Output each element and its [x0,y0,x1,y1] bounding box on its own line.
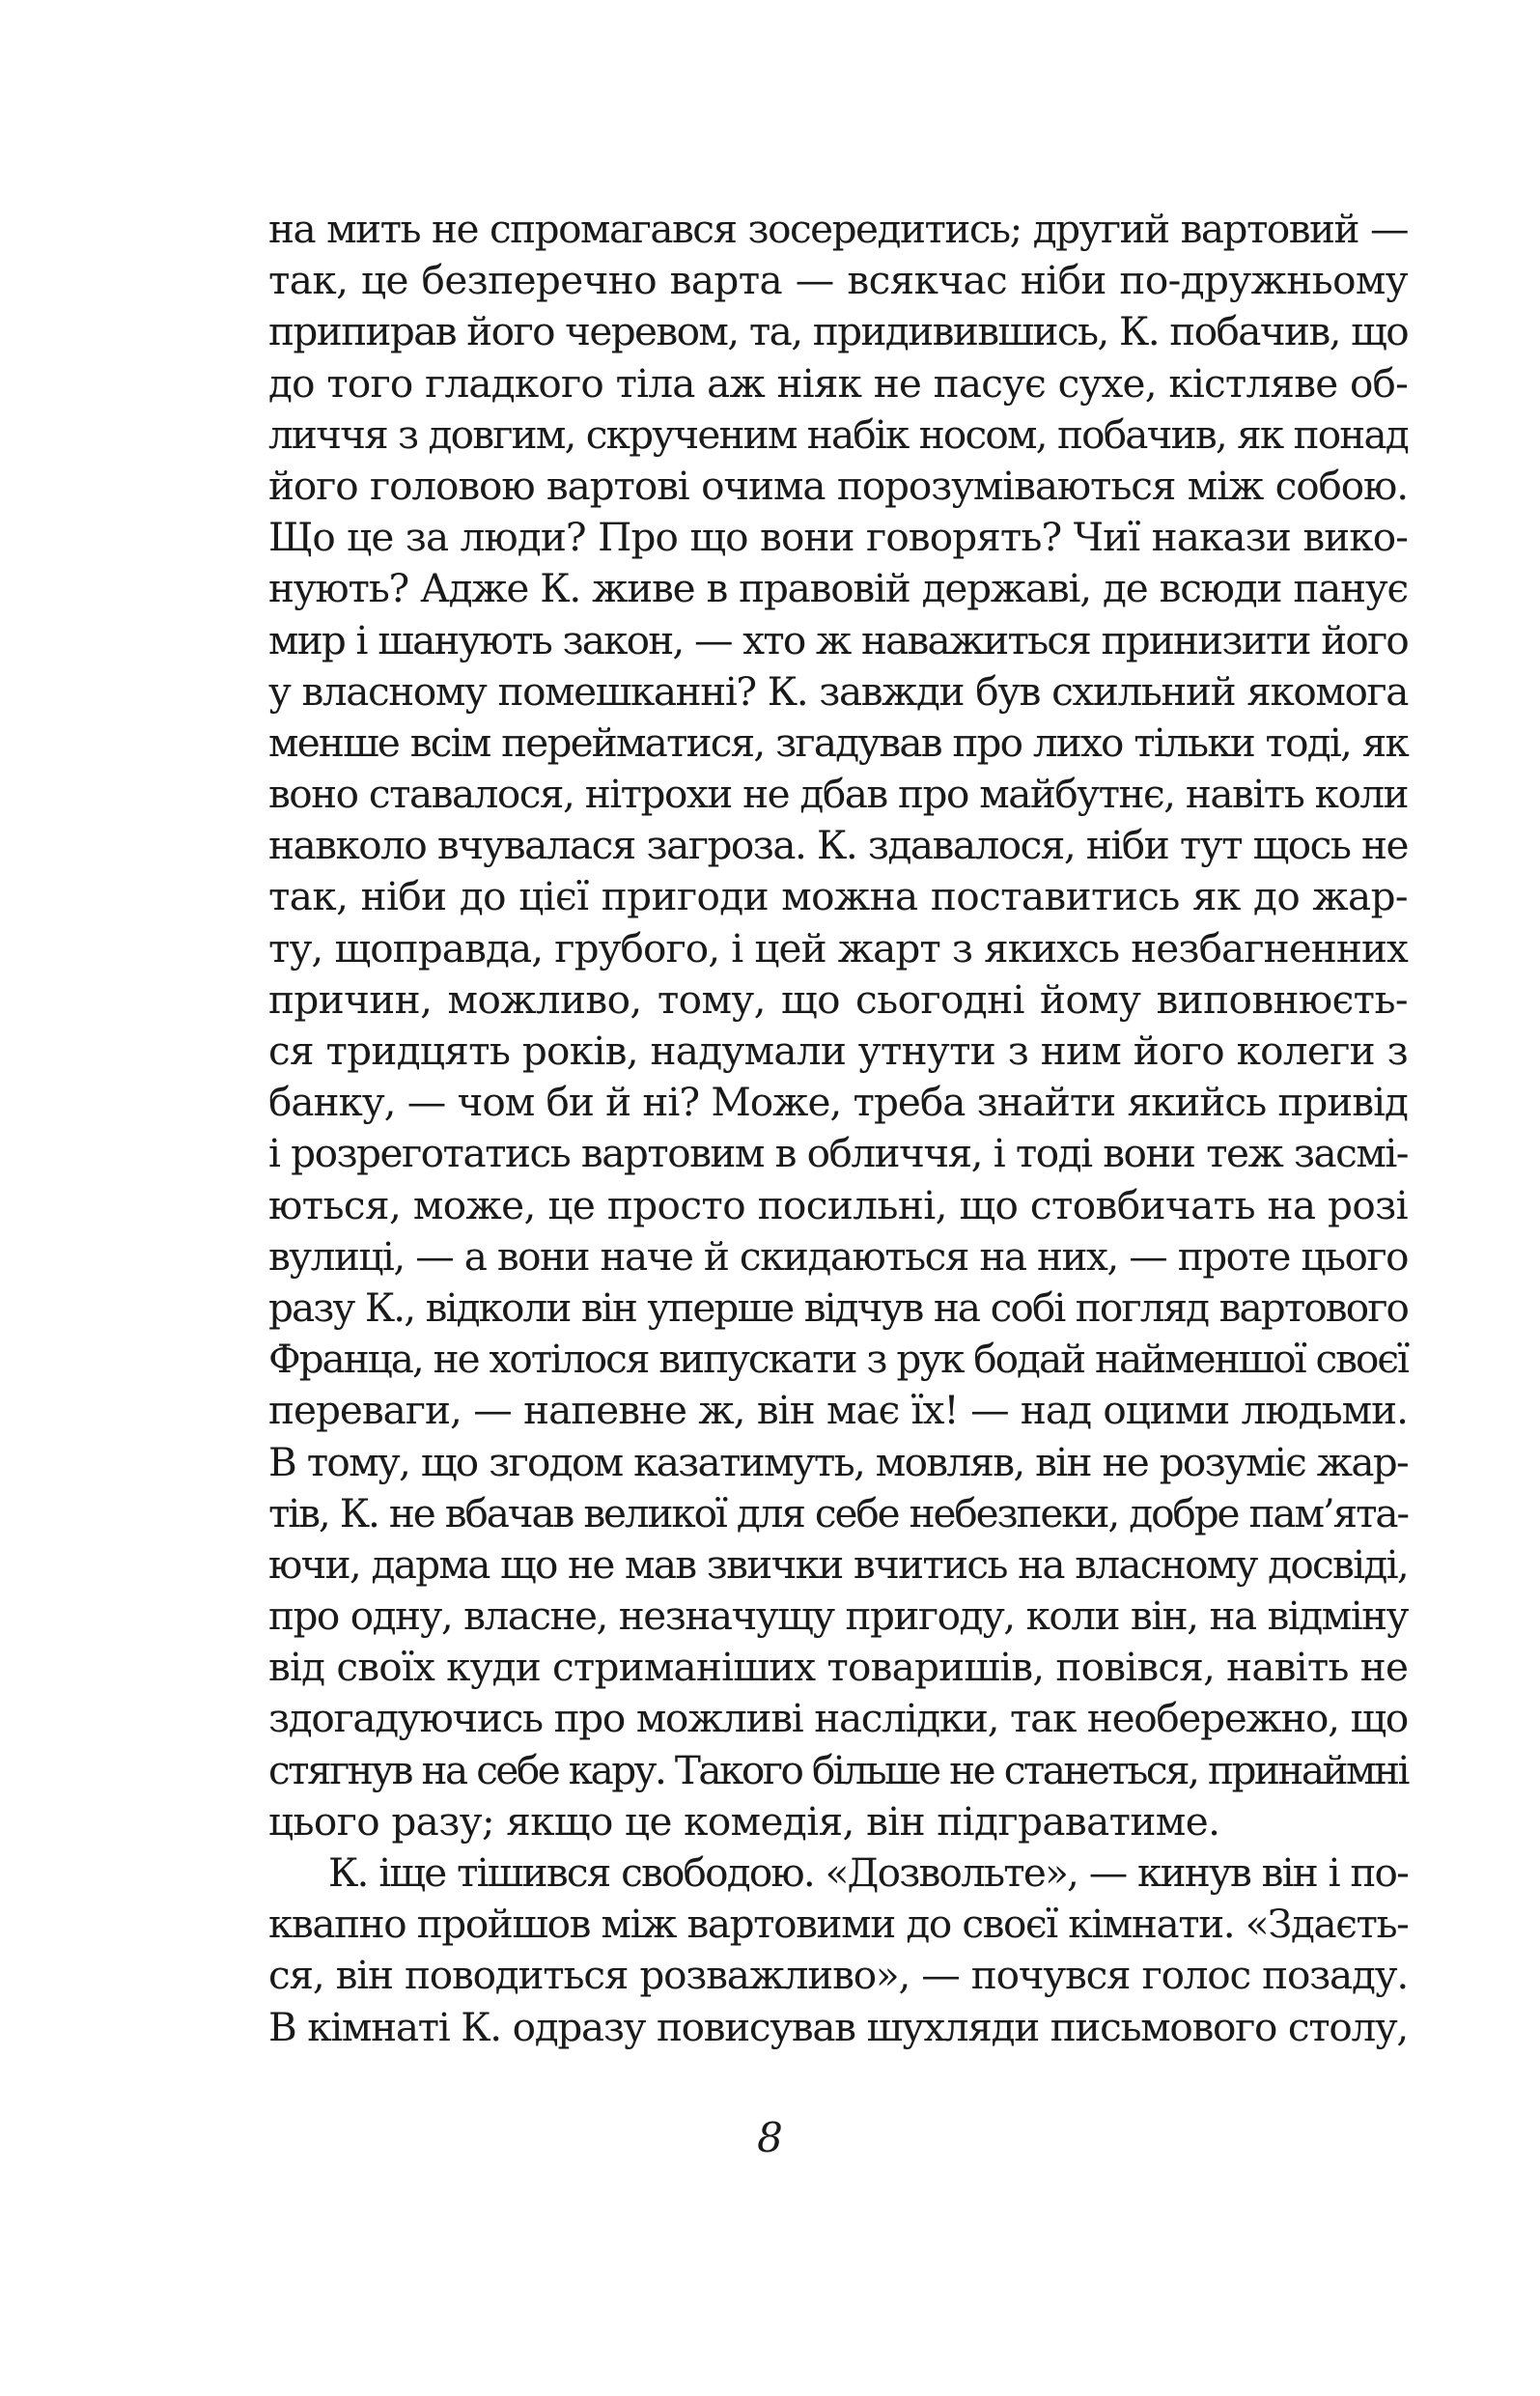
text-line: причин, можливо, тому, що сьогодні йому виповнюєть- [268,975,1408,1023]
text-line: ту, щоправда, грубого, і цей жарт з якихсь незбагненних [268,924,1408,972]
text-line: стягнув на себе кару. Такого більше не станеться, принаймні [268,1746,1408,1793]
text-line: тів, К. не вбачав великої для себе небезпеки, добре пам’ята- [268,1489,1408,1536]
text-line: і розреготатись вартовим в обличчя, і тоді вони теж засмі- [268,1130,1408,1177]
text-line: мир і шанують закон, — хто ж наважиться принизити його [268,616,1408,663]
text-line: ся тридцять років, надумали утнути з ним його колеги з [268,1028,1408,1074]
text-line: його головою вартові очима порозуміваються між собою. [268,462,1408,509]
text-line: так, це безперечно варта — всякчас ніби по-дружньому [268,257,1408,304]
text-line: менше всім перейматися, згадував про лихо тільки тоді, як [268,719,1408,766]
text-line: від своїх куди стриманіших товаришів, повівся, навіть не [268,1644,1409,1691]
text-line: у власному помешканні? К. завжди був схильний якомога [268,667,1408,715]
text-line: переваги, — напевне ж, він має їх! — над оцими людьми. [268,1387,1408,1434]
text-line: нують? Адже К. живе в правовій державі, де всюди панує [268,565,1408,612]
text-line: разу К., відколи він уперше відчув на собі погляд вартового [268,1283,1408,1331]
paragraph-2 [268,1847,1408,2053]
body-text [268,204,1408,2053]
text-line: Що це за люди? Про що вони говорять? Чиї накази вико- [268,514,1408,561]
text-line: так, ніби до цієї пригоди можна поставитись як до жар- [268,873,1408,920]
text-line: личчя з довгим, скрученим набік носом, побачив, як понад [268,410,1408,458]
text-line: про одну, власне, незначущу пригоду, коли він, на відміну [268,1593,1408,1640]
text-line: здогадуючись про можливі наслідки, так необережно, що [268,1695,1408,1742]
text-line: цього разу; якщо це комедія, він підграватиме. [268,1797,1220,1845]
text-line: ся, він поводиться розважливо», — почувся голос позаду. [268,1952,1408,1999]
paragraph-1 [268,204,1408,1847]
text-line: К. іще тішився свободою. «Дозвольте», — кинув він і по- [328,1849,1408,1896]
text-line: припирав його черевом, та, придивившись, К. побачив, що [268,308,1408,355]
text-line: воно ставалося, нітрохи не дбав про майбутнє, навіть коли [268,771,1409,818]
text-line: вулиці, — а вони наче й скидаються на них, — проте цього [268,1232,1408,1280]
text-line: В тому, що згодом казатимуть, мовляв, він не розуміє жар- [268,1438,1408,1485]
text-line: ються, може, це просто посильні, що стовбичать на розі [268,1181,1408,1228]
text-line: до того гладкого тіла аж ніяк не пасує сухе, кістляве об- [268,359,1408,407]
page-number: 8 [757,2114,783,2161]
text-line: банку, — чом би й ні? Може, треба знайти якийсь привід [268,1079,1408,1126]
text-line: В кімнаті К. одразу повисував шухляди письмового столу, [268,2003,1408,2050]
text-line: навколо вчувалася загроза. К. здавалося, ніби тут щось не [268,822,1408,869]
text-line: на мить не спромагався зосередитись; другий вартовий — [268,206,1408,252]
text-line: квапно пройшов між вартовими до своєї кімнати. «Здаєть- [268,1901,1409,1948]
text-line: Франца, не хотілося випускати з рук бодай найменшої своєї [268,1336,1408,1383]
text-line: ючи, дарма що не мав звички вчитись на власному досвіді, [268,1540,1408,1588]
